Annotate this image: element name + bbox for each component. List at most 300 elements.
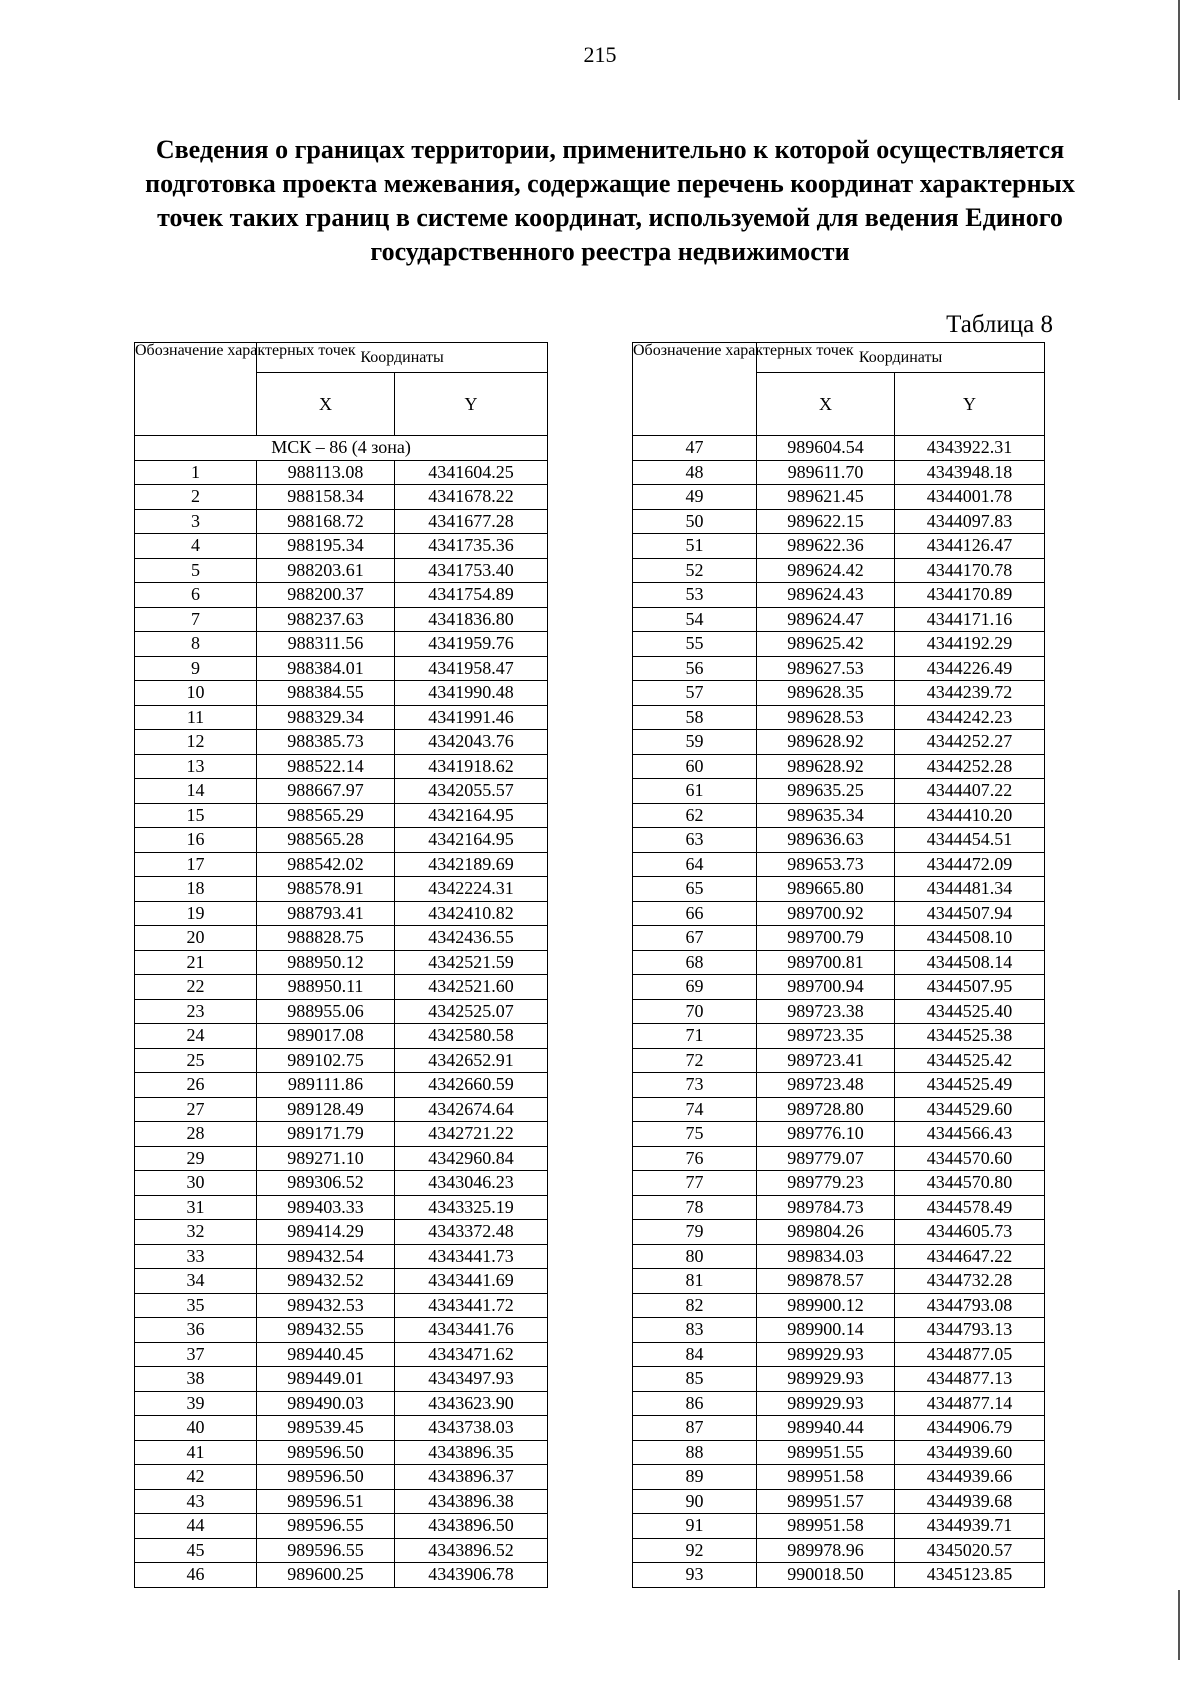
point-number-cell: 39 — [135, 1391, 257, 1416]
y-cell: 4344171.16 — [895, 607, 1045, 632]
x-cell: 989723.38 — [757, 999, 895, 1024]
point-number-cell: 50 — [633, 509, 757, 534]
x-cell: 989951.58 — [757, 1465, 895, 1490]
point-number-cell: 23 — [135, 999, 257, 1024]
point-number-cell: 45 — [135, 1538, 257, 1563]
y-cell: 4342521.60 — [395, 975, 548, 1000]
point-number-cell: 71 — [633, 1024, 757, 1049]
y-cell: 4342164.95 — [395, 828, 548, 853]
x-cell: 989665.80 — [757, 877, 895, 902]
table-row — [633, 656, 1045, 681]
table-row — [135, 1048, 548, 1073]
coordinates-table-left — [134, 342, 548, 1588]
y-cell: 4344939.66 — [895, 1465, 1045, 1490]
table-row — [633, 558, 1045, 583]
x-cell: 988158.34 — [257, 485, 395, 510]
table-row — [633, 1440, 1045, 1465]
x-cell: 988311.56 — [257, 632, 395, 657]
table-row — [135, 1122, 548, 1147]
y-cell: 4344793.13 — [895, 1318, 1045, 1343]
point-number-cell: 54 — [633, 607, 757, 632]
x-cell: 988329.34 — [257, 705, 395, 730]
x-cell: 989900.14 — [757, 1318, 895, 1343]
table-row — [633, 1073, 1045, 1098]
point-number-cell: 38 — [135, 1367, 257, 1392]
y-cell: 4344525.49 — [895, 1073, 1045, 1098]
point-number-cell: 56 — [633, 656, 757, 681]
table-row — [135, 705, 548, 730]
y-cell: 4343497.93 — [395, 1367, 548, 1392]
point-number-cell: 27 — [135, 1097, 257, 1122]
point-number-cell: 87 — [633, 1416, 757, 1441]
table-row — [135, 730, 548, 755]
table-row — [135, 1514, 548, 1539]
scan-edge-line — [1178, 0, 1180, 100]
table-row — [633, 1416, 1045, 1441]
table-row — [135, 1489, 548, 1514]
x-cell: 988522.14 — [257, 754, 395, 779]
point-number-cell: 80 — [633, 1244, 757, 1269]
table-row — [135, 681, 548, 706]
point-number-cell: 9 — [135, 656, 257, 681]
y-cell: 4342436.55 — [395, 926, 548, 951]
y-cell: 4344647.22 — [895, 1244, 1045, 1269]
y-cell: 4343948.18 — [895, 460, 1045, 485]
table-row — [135, 1416, 548, 1441]
y-cell: 4341836.80 — [395, 607, 548, 632]
y-cell: 4343896.35 — [395, 1440, 548, 1465]
x-cell: 989628.53 — [757, 705, 895, 730]
point-number-cell: 12 — [135, 730, 257, 755]
point-number-cell: 81 — [633, 1269, 757, 1294]
y-cell: 4342660.59 — [395, 1073, 548, 1098]
table-row — [135, 1146, 548, 1171]
table-row — [633, 607, 1045, 632]
x-cell: 989017.08 — [257, 1024, 395, 1049]
header-designation: Обозначение характерных точек — [135, 343, 257, 436]
x-cell: 989449.01 — [257, 1367, 395, 1392]
point-number-cell: 42 — [135, 1465, 257, 1490]
point-number-cell: 26 — [135, 1073, 257, 1098]
table-row — [633, 1465, 1045, 1490]
x-cell: 988565.29 — [257, 803, 395, 828]
point-number-cell: 21 — [135, 950, 257, 975]
table-row — [633, 583, 1045, 608]
y-cell: 4341604.25 — [395, 460, 548, 485]
point-number-cell: 51 — [633, 534, 757, 559]
table-row — [135, 632, 548, 657]
point-number-cell: 90 — [633, 1489, 757, 1514]
y-cell: 4342410.82 — [395, 901, 548, 926]
point-number-cell: 72 — [633, 1048, 757, 1073]
x-cell: 989128.49 — [257, 1097, 395, 1122]
point-number-cell: 10 — [135, 681, 257, 706]
y-cell: 4344170.78 — [895, 558, 1045, 583]
x-cell: 988793.41 — [257, 901, 395, 926]
header-y: Y — [895, 373, 1045, 436]
table-row — [633, 1122, 1045, 1147]
y-cell: 4342164.95 — [395, 803, 548, 828]
y-cell: 4344732.28 — [895, 1269, 1045, 1294]
point-number-cell: 85 — [633, 1367, 757, 1392]
point-number-cell: 77 — [633, 1171, 757, 1196]
table-row — [135, 1342, 548, 1367]
scan-edge-line — [1178, 1590, 1180, 1660]
point-number-cell: 55 — [633, 632, 757, 657]
y-cell: 4341677.28 — [395, 509, 548, 534]
point-number-cell: 68 — [633, 950, 757, 975]
table-row — [135, 1269, 548, 1294]
x-cell: 989834.03 — [757, 1244, 895, 1269]
x-cell: 989628.92 — [757, 754, 895, 779]
x-cell: 989596.50 — [257, 1465, 395, 1490]
y-cell: 4344508.14 — [895, 950, 1045, 975]
y-cell: 4342960.84 — [395, 1146, 548, 1171]
point-number-cell: 31 — [135, 1195, 257, 1220]
table-row — [135, 852, 548, 877]
y-cell: 4344525.40 — [895, 999, 1045, 1024]
x-cell: 989627.53 — [757, 656, 895, 681]
x-cell: 989635.34 — [757, 803, 895, 828]
point-number-cell: 32 — [135, 1220, 257, 1245]
table-row — [135, 950, 548, 975]
table-row — [633, 1342, 1045, 1367]
x-cell: 989271.10 — [257, 1146, 395, 1171]
x-cell: 988950.11 — [257, 975, 395, 1000]
table-row — [633, 1367, 1045, 1392]
point-number-cell: 47 — [633, 436, 757, 461]
x-cell: 988385.73 — [257, 730, 395, 755]
y-cell: 4343372.48 — [395, 1220, 548, 1245]
y-cell: 4344097.83 — [895, 509, 1045, 534]
x-cell: 989951.58 — [757, 1514, 895, 1539]
x-cell: 989900.12 — [757, 1293, 895, 1318]
y-cell: 4344793.08 — [895, 1293, 1045, 1318]
point-number-cell: 86 — [633, 1391, 757, 1416]
point-number-cell: 78 — [633, 1195, 757, 1220]
x-cell: 988384.01 — [257, 656, 395, 681]
y-cell: 4344507.94 — [895, 901, 1045, 926]
y-cell: 4343441.69 — [395, 1269, 548, 1294]
x-cell: 989940.44 — [757, 1416, 895, 1441]
point-number-cell: 66 — [633, 901, 757, 926]
y-cell: 4344570.80 — [895, 1171, 1045, 1196]
y-cell: 4344192.29 — [895, 632, 1045, 657]
y-cell: 4343471.62 — [395, 1342, 548, 1367]
point-number-cell: 93 — [633, 1563, 757, 1588]
x-cell: 989432.54 — [257, 1244, 395, 1269]
y-cell: 4344578.49 — [895, 1195, 1045, 1220]
table-row — [633, 534, 1045, 559]
y-cell: 4343046.23 — [395, 1171, 548, 1196]
y-cell: 4344566.43 — [895, 1122, 1045, 1147]
x-cell: 989723.48 — [757, 1073, 895, 1098]
point-number-cell: 29 — [135, 1146, 257, 1171]
point-number-cell: 76 — [633, 1146, 757, 1171]
table-row — [135, 1293, 548, 1318]
y-cell: 4344529.60 — [895, 1097, 1045, 1122]
x-cell: 989306.52 — [257, 1171, 395, 1196]
point-number-cell: 48 — [633, 460, 757, 485]
point-number-cell: 73 — [633, 1073, 757, 1098]
table-row — [135, 656, 548, 681]
header-designation: Обозначение характерных точек — [633, 343, 757, 436]
table-row — [633, 877, 1045, 902]
y-cell: 4342043.76 — [395, 730, 548, 755]
x-cell: 989596.55 — [257, 1514, 395, 1539]
table-row — [135, 975, 548, 1000]
y-cell: 4344170.89 — [895, 583, 1045, 608]
x-cell: 989622.15 — [757, 509, 895, 534]
coordinates-table-right — [632, 342, 1045, 1588]
x-cell: 989600.25 — [257, 1563, 395, 1588]
y-cell: 4341958.47 — [395, 656, 548, 681]
table-row — [633, 1514, 1045, 1539]
page-number: 215 — [583, 42, 617, 67]
point-number-cell: 22 — [135, 975, 257, 1000]
y-cell: 4344481.34 — [895, 877, 1045, 902]
table-row — [135, 901, 548, 926]
x-cell: 988203.61 — [257, 558, 395, 583]
y-cell: 4343896.52 — [395, 1538, 548, 1563]
point-number-cell: 91 — [633, 1514, 757, 1539]
table-row — [633, 485, 1045, 510]
table-row — [135, 1318, 548, 1343]
table-row — [135, 558, 548, 583]
x-cell: 989653.73 — [757, 852, 895, 877]
point-number-cell: 92 — [633, 1538, 757, 1563]
zone-label: МСК – 86 (4 зона) — [135, 436, 548, 461]
header-y: Y — [395, 373, 548, 436]
point-number-cell: 57 — [633, 681, 757, 706]
point-number-cell: 70 — [633, 999, 757, 1024]
x-cell: 989700.94 — [757, 975, 895, 1000]
zone-row — [135, 436, 548, 461]
table-row — [633, 1171, 1045, 1196]
x-cell: 988195.34 — [257, 534, 395, 559]
y-cell: 4344877.05 — [895, 1342, 1045, 1367]
point-number-cell: 36 — [135, 1318, 257, 1343]
x-cell: 989728.80 — [757, 1097, 895, 1122]
y-cell: 4344508.10 — [895, 926, 1045, 951]
x-cell: 989596.51 — [257, 1489, 395, 1514]
table-row — [633, 1293, 1045, 1318]
table-row — [135, 509, 548, 534]
y-cell: 4343623.90 — [395, 1391, 548, 1416]
table-row — [633, 509, 1045, 534]
point-number-cell: 18 — [135, 877, 257, 902]
point-number-cell: 1 — [135, 460, 257, 485]
x-cell: 989490.03 — [257, 1391, 395, 1416]
table-row — [633, 1146, 1045, 1171]
table-row — [633, 1318, 1045, 1343]
table-row — [633, 975, 1045, 1000]
table-row — [633, 1195, 1045, 1220]
y-cell: 4342652.91 — [395, 1048, 548, 1073]
point-number-cell: 65 — [633, 877, 757, 902]
point-number-cell: 15 — [135, 803, 257, 828]
table-row — [135, 485, 548, 510]
table-row — [135, 877, 548, 902]
y-cell: 4344454.51 — [895, 828, 1045, 853]
table-row — [633, 730, 1045, 755]
x-cell: 989951.55 — [757, 1440, 895, 1465]
table-row — [135, 828, 548, 853]
x-cell: 989784.73 — [757, 1195, 895, 1220]
table-row — [633, 1048, 1045, 1073]
x-cell: 989929.93 — [757, 1391, 895, 1416]
table-row — [135, 1024, 548, 1049]
point-number-cell: 58 — [633, 705, 757, 730]
point-number-cell: 20 — [135, 926, 257, 951]
x-cell: 988950.12 — [257, 950, 395, 975]
x-cell: 989624.43 — [757, 583, 895, 608]
y-cell: 4344472.09 — [895, 852, 1045, 877]
point-number-cell: 83 — [633, 1318, 757, 1343]
point-number-cell: 13 — [135, 754, 257, 779]
y-cell: 4343441.73 — [395, 1244, 548, 1269]
x-cell: 988565.28 — [257, 828, 395, 853]
y-cell: 4345123.85 — [895, 1563, 1045, 1588]
point-number-cell: 11 — [135, 705, 257, 730]
table-row — [633, 1563, 1045, 1588]
table-row — [633, 1489, 1045, 1514]
y-cell: 4344239.72 — [895, 681, 1045, 706]
y-cell: 4344001.78 — [895, 485, 1045, 510]
table-row — [135, 1073, 548, 1098]
x-cell: 989596.50 — [257, 1440, 395, 1465]
y-cell: 4342189.69 — [395, 852, 548, 877]
x-cell: 989111.86 — [257, 1073, 395, 1098]
x-cell: 989779.23 — [757, 1171, 895, 1196]
point-number-cell: 88 — [633, 1440, 757, 1465]
x-cell: 989723.35 — [757, 1024, 895, 1049]
x-cell: 988955.06 — [257, 999, 395, 1024]
table-row — [633, 803, 1045, 828]
y-cell: 4342674.64 — [395, 1097, 548, 1122]
x-cell: 989102.75 — [257, 1048, 395, 1073]
y-cell: 4344410.20 — [895, 803, 1045, 828]
point-number-cell: 4 — [135, 534, 257, 559]
table-row — [135, 1220, 548, 1245]
x-cell: 989432.52 — [257, 1269, 395, 1294]
point-number-cell: 40 — [135, 1416, 257, 1441]
table-row — [135, 1195, 548, 1220]
x-cell: 989700.81 — [757, 950, 895, 975]
point-number-cell: 28 — [135, 1122, 257, 1147]
x-cell: 989700.79 — [757, 926, 895, 951]
point-number-cell: 79 — [633, 1220, 757, 1245]
table-row — [135, 1440, 548, 1465]
point-number-cell: 62 — [633, 803, 757, 828]
x-cell: 989804.26 — [757, 1220, 895, 1245]
x-cell: 988667.97 — [257, 779, 395, 804]
y-cell: 4344877.14 — [895, 1391, 1045, 1416]
point-number-cell: 14 — [135, 779, 257, 804]
x-cell: 989403.33 — [257, 1195, 395, 1220]
y-cell: 4344252.28 — [895, 754, 1045, 779]
x-cell: 989779.07 — [757, 1146, 895, 1171]
x-cell: 989978.96 — [757, 1538, 895, 1563]
point-number-cell: 69 — [633, 975, 757, 1000]
y-cell: 4341753.40 — [395, 558, 548, 583]
header-x: X — [757, 373, 895, 436]
x-cell: 989171.79 — [257, 1122, 395, 1147]
y-cell: 4344126.47 — [895, 534, 1045, 559]
y-cell: 4344877.13 — [895, 1367, 1045, 1392]
point-number-cell: 64 — [633, 852, 757, 877]
table-row — [135, 534, 548, 559]
point-number-cell: 16 — [135, 828, 257, 853]
table-row — [135, 1244, 548, 1269]
table-row — [633, 926, 1045, 951]
y-cell: 4342580.58 — [395, 1024, 548, 1049]
table-row — [633, 1097, 1045, 1122]
table-row — [135, 754, 548, 779]
x-cell: 989700.92 — [757, 901, 895, 926]
point-number-cell: 52 — [633, 558, 757, 583]
table-row — [633, 779, 1045, 804]
x-cell: 990018.50 — [757, 1563, 895, 1588]
point-number-cell: 19 — [135, 901, 257, 926]
y-cell: 4344939.71 — [895, 1514, 1045, 1539]
x-cell: 989611.70 — [757, 460, 895, 485]
y-cell: 4344525.38 — [895, 1024, 1045, 1049]
point-number-cell: 24 — [135, 1024, 257, 1049]
x-cell: 989622.36 — [757, 534, 895, 559]
table-row — [633, 460, 1045, 485]
y-cell: 4344525.42 — [895, 1048, 1045, 1073]
point-number-cell: 30 — [135, 1171, 257, 1196]
y-cell: 4345020.57 — [895, 1538, 1045, 1563]
point-number-cell: 3 — [135, 509, 257, 534]
table-body-right — [633, 436, 1045, 1588]
y-cell: 4341735.36 — [395, 534, 548, 559]
x-cell: 989951.57 — [757, 1489, 895, 1514]
y-cell: 4344605.73 — [895, 1220, 1045, 1245]
table-row — [633, 1391, 1045, 1416]
point-number-cell: 37 — [135, 1342, 257, 1367]
point-number-cell: 61 — [633, 779, 757, 804]
x-cell: 989628.92 — [757, 730, 895, 755]
table-row — [633, 950, 1045, 975]
table-row — [633, 1220, 1045, 1245]
point-number-cell: 59 — [633, 730, 757, 755]
point-number-cell: 41 — [135, 1440, 257, 1465]
table-row — [135, 1391, 548, 1416]
table-row — [135, 1538, 548, 1563]
table-row — [135, 803, 548, 828]
table-row — [633, 1024, 1045, 1049]
point-number-cell: 82 — [633, 1293, 757, 1318]
x-cell: 988113.08 — [257, 460, 395, 485]
point-number-cell: 6 — [135, 583, 257, 608]
table-row — [135, 1367, 548, 1392]
point-number-cell: 34 — [135, 1269, 257, 1294]
point-number-cell: 25 — [135, 1048, 257, 1073]
table-row — [135, 1465, 548, 1490]
table-row — [633, 632, 1045, 657]
x-cell: 989432.55 — [257, 1318, 395, 1343]
point-number-cell: 53 — [633, 583, 757, 608]
table-row — [135, 779, 548, 804]
y-cell: 4342224.31 — [395, 877, 548, 902]
y-cell: 4342721.22 — [395, 1122, 548, 1147]
x-cell: 989414.29 — [257, 1220, 395, 1245]
point-number-cell: 7 — [135, 607, 257, 632]
table-row — [633, 705, 1045, 730]
table-row — [135, 1563, 548, 1588]
